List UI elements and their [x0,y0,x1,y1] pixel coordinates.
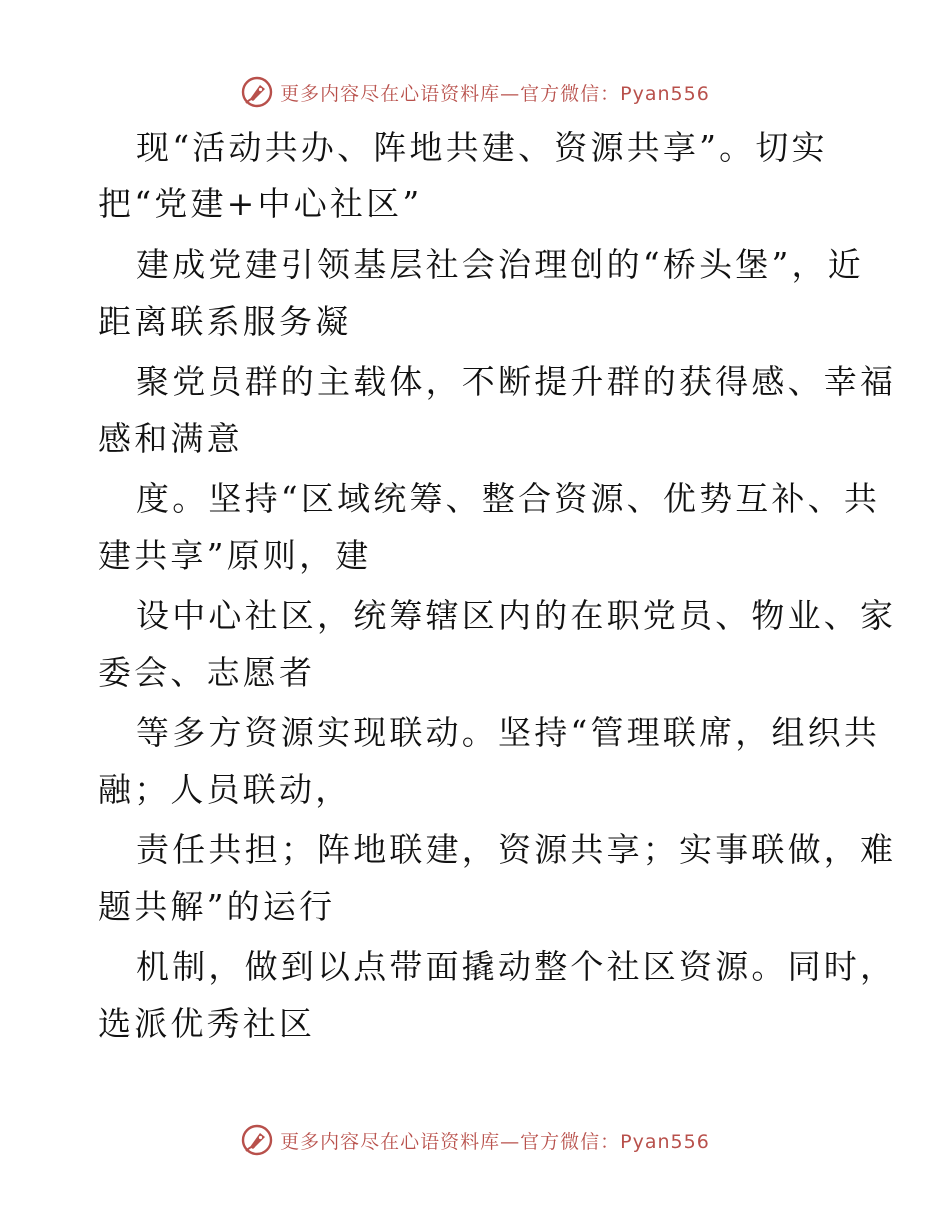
text-line: 等多方资源实现联动。坚持“管理联席，组织共 [136,713,881,752]
pen-nib-logo-icon [240,1123,274,1157]
text-line: 融；人员联动， [98,770,352,809]
header-wechat-id: Pyan556 [620,82,710,105]
text-line: 选派优秀社区 [98,1004,316,1043]
footer-brand-text: 更多内容尽在心语资料库—官方微信：Pyan556 [280,1130,710,1153]
text-line: 建成党建引领基层社会治理创的“桥头堡”，近 [136,245,864,284]
text-line: 把“党建+中心社区” [98,184,423,223]
pen-nib-logo-icon [240,75,274,109]
footer-wechat-id: Pyan556 [620,1130,710,1153]
text-line: 度。坚持“区域统筹、整合资源、优势互补、共 [136,479,881,518]
text-line: 题共解”的运行 [98,887,336,926]
text-line: 感和满意 [98,419,243,458]
text-line: 聚党员群的主载体，不断提升群的获得感、幸福 [136,362,897,401]
text-line: 机制，做到以点带面撬动整个社区资源。同时， [136,947,897,986]
text-line: 责任共担；阵地联建，资源共享；实事联做，难 [136,830,897,869]
footer-watermark [0,1120,950,1160]
text-line: 设中心社区，统筹辖区内的在职党员、物业、家 [136,596,897,635]
text-line: 距离联系服务凝 [98,302,352,341]
text-line: 建共享”原则，建 [98,536,372,575]
text-line: 委会、志愿者 [98,653,316,692]
text-line: 现“活动共办、阵地共建、资源共享”。切实 [136,128,828,167]
header-brand-text: 更多内容尽在心语资料库—官方微信：Pyan556 [280,82,710,105]
header-watermark [0,72,950,112]
